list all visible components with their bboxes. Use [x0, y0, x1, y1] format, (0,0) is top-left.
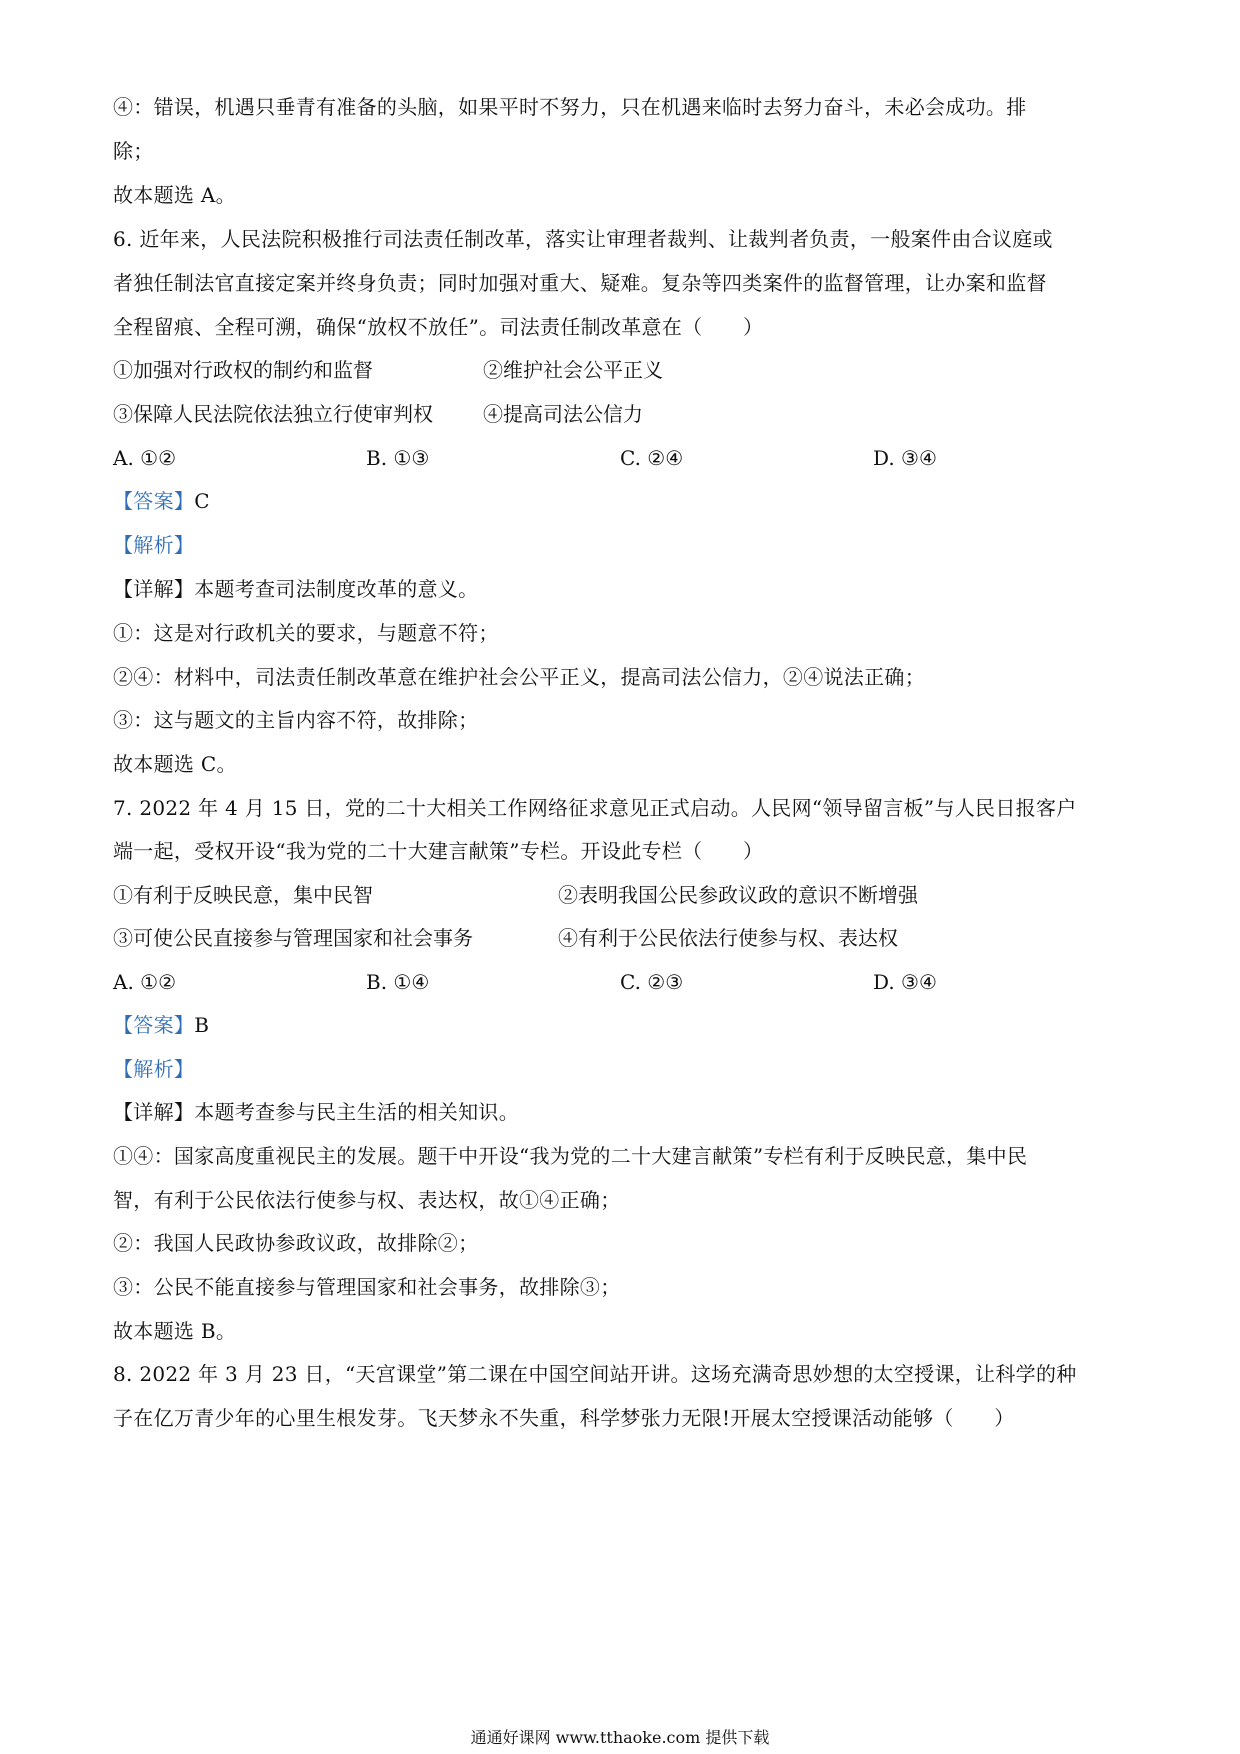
q6-choice-c: C. ②④ [620, 446, 684, 470]
q7-item-4: ④有利于公民依法行使参与权、表达权 [558, 926, 898, 950]
q8-stem-line1: 8. 2022 年 3 月 23 日，“天宫课堂”第二课在中国空间站开讲。这场充满奇思妙想的太空授课，让科学的种 [113, 1362, 1077, 1386]
q7-answer: B [194, 1013, 210, 1037]
q7-answer-tag: 【答案】 [113, 1013, 195, 1037]
q7-choice-a: A. ①② [113, 970, 177, 994]
q6-answer-tag: 【答案】 [113, 489, 195, 513]
q6-stem-line2: 者独任制法官直接定案并终身负责；同时加强对重大、疑难。复杂等四类案件的监督管理，让办案和监督 [113, 271, 1047, 295]
q6-analysis-tag: 【解析】 [113, 533, 195, 557]
q6-item-3: ③保障人民法院依法独立行使审判权 [113, 402, 433, 426]
q6-stem-line3: 全程留痕、全程可溯，确保“放权不放任”。司法责任制改革意在（ ） [113, 315, 764, 339]
q6-choice-a: A. ①② [113, 446, 177, 470]
q7-choice-b: B. ①④ [366, 970, 430, 994]
q6-detail-line1: 【详解】本题考查司法制度改革的意义。 [113, 577, 479, 601]
q7-stem-line1: 7. 2022 年 4 月 15 日，党的二十大相关工作网络征求意见正式启动。人民网“领导留言板”与人民日报客户 [113, 796, 1077, 820]
q7-detail-line5: ③：公民不能直接参与管理国家和社会事务，故排除③； [113, 1275, 621, 1299]
q7-choice-d: D. ③④ [873, 970, 937, 994]
q7-item-3: ③可使公民直接参与管理国家和社会事务 [113, 926, 473, 950]
q6-detail-line5: 故本题选 C。 [113, 752, 237, 776]
q7-analysis-line [113, 1056, 194, 1082]
q7-item-2: ②表明我国公民参政议政的意识不断增强 [558, 883, 918, 907]
q8-stem-line2: 子在亿万青少年的心里生根发芽。飞天梦永不失重，科学梦张力无限!开展太空授课活动能够（ ） [113, 1406, 1015, 1430]
q6-stem-line1: 6. 近年来，人民法院积极推行司法责任制改革，落实让审理者裁判、让裁判者负责，一般案件由合议庭或 [113, 227, 1053, 251]
q7-analysis-tag: 【解析】 [113, 1057, 195, 1081]
q6-detail-line3: ②④：材料中，司法责任制改革意在维护社会公平正义，提高司法公信力，②④说法正确； [113, 665, 925, 689]
q7-stem-line2: 端一起，受权开设“我为党的二十大建言献策”专栏。开设此专栏（ ） [113, 839, 764, 863]
q6-choice-d: D. ③④ [873, 446, 937, 470]
footer-source: 通通好课网 www.tthaoke.com 提供下载 [470, 1728, 770, 1747]
q6-answer: C [194, 489, 210, 513]
q6-choice-b: B. ①③ [366, 446, 430, 470]
q7-detail-line2: ①④：国家高度重视民主的发展。题干中开设“我为党的二十大建言献策”专栏有利于反映民意，集中民 [113, 1144, 1028, 1168]
q7-detail-line6: 故本题选 B。 [113, 1319, 237, 1343]
q7-choice-c: C. ②③ [620, 970, 684, 994]
q5-conclusion: 故本题选 A。 [113, 183, 236, 207]
q6-detail-line2: ①：这是对行政机关的要求，与题意不符； [113, 621, 499, 645]
q7-item-1: ①有利于反映民意，集中民智 [113, 883, 373, 907]
q6-detail-line4: ③：这与题文的主旨内容不符，故排除； [113, 708, 479, 732]
q7-detail-line3: 智，有利于公民依法行使参与权、表达权，故①④正确； [113, 1188, 621, 1212]
q6-analysis-line [113, 532, 194, 558]
q5-option4-analysis-line2: 除； [113, 139, 154, 163]
q7-detail-line1: 【详解】本题考查参与民主生活的相关知识。 [113, 1100, 519, 1124]
q6-item-2: ②维护社会公平正义 [483, 358, 663, 382]
q7-detail-line4: ②：我国人民政协参政议政，故排除②； [113, 1231, 479, 1255]
q7-answer-line [113, 1012, 209, 1038]
q6-answer-line [113, 488, 210, 514]
q6-item-4: ④提高司法公信力 [483, 402, 643, 426]
q6-item-1: ①加强对行政权的制约和监督 [113, 358, 373, 382]
q5-option4-analysis-line1: ④：错误，机遇只垂青有准备的头脑，如果平时不努力，只在机遇来临时去努力奋斗，未必会成功。排 [113, 95, 1027, 119]
